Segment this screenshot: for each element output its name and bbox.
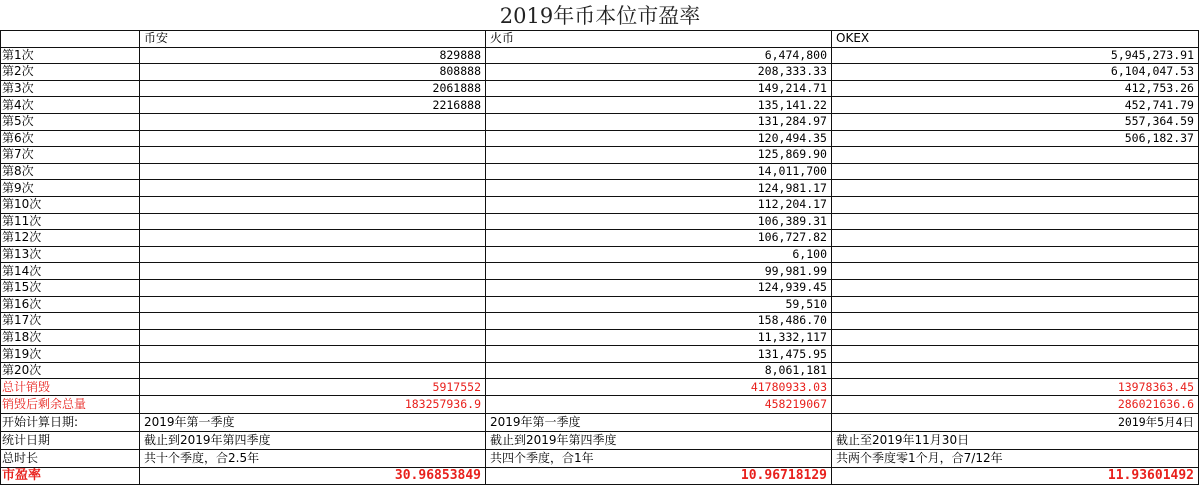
value-cell: 99,981.99 [486,263,832,280]
row-label: 第15次 [1,279,140,296]
value-cell: 131,475.95 [486,346,832,363]
value-cell: 125,869.90 [486,147,832,164]
row-label: 第5次 [1,113,140,130]
value-cell [832,296,1199,313]
value-cell: 149,214.71 [486,80,832,97]
value-cell [140,296,486,313]
burn-row [1,163,1199,180]
value-cell [140,213,486,230]
burn-row [1,213,1199,230]
total-burn-row [1,379,1199,396]
value-cell: 6,104,047.53 [832,64,1199,81]
pe-ratio-row [1,468,1199,485]
value-cell [832,313,1199,330]
value-cell: 2019年第一季度 [486,414,832,432]
row-label: 第8次 [1,163,140,180]
value-cell: 506,182.37 [832,130,1199,147]
value-cell: 6,474,800 [486,47,832,64]
header-row [1,31,1199,48]
value-cell [140,346,486,363]
row-label: 第17次 [1,313,140,330]
header-corner [1,31,140,48]
value-cell: 412,753.26 [832,80,1199,97]
value-cell [832,362,1199,379]
row-label: 开始计算日期: [1,414,140,432]
row-label: 第9次 [1,180,140,197]
burn-row [1,64,1199,81]
burn-row [1,263,1199,280]
value-cell: 8,061,181 [486,362,832,379]
header-okex: OKEX [832,31,1199,48]
burn-row [1,296,1199,313]
value-cell [832,180,1199,197]
stat-date-row [1,432,1199,450]
burn-row [1,246,1199,263]
value-cell: 808888 [140,64,486,81]
burn-row [1,97,1199,114]
burn-row [1,113,1199,130]
value-cell: 452,741.79 [832,97,1199,114]
row-label: 第4次 [1,97,140,114]
burn-row [1,47,1199,64]
row-label: 第1次 [1,47,140,64]
value-cell [140,180,486,197]
value-cell: 158,486.70 [486,313,832,330]
value-cell: 2019年5月4日 [832,414,1199,432]
value-cell [140,163,486,180]
value-cell: 共四个季度，合1年 [486,450,832,468]
row-label: 总时长 [1,450,140,468]
value-cell [832,196,1199,213]
value-cell: 286021636.6 [832,396,1199,414]
value-cell: 2019年第一季度 [140,414,486,432]
value-cell: 829888 [140,47,486,64]
burn-row [1,362,1199,379]
burn-row [1,230,1199,247]
burn-row [1,130,1199,147]
value-cell [140,246,486,263]
row-label: 总计销毁 [1,379,140,396]
value-cell: 5917552 [140,379,486,396]
row-label: 第3次 [1,80,140,97]
value-cell: 124,939.45 [486,279,832,296]
value-cell: 106,389.31 [486,213,832,230]
value-cell [140,196,486,213]
sheet-title: 2019年币本位市盈率 [499,4,701,28]
row-label: 统计日期 [1,432,140,450]
burn-row [1,80,1199,97]
value-cell: 截止到2019年第四季度 [140,432,486,450]
row-label: 第18次 [1,329,140,346]
remaining-row [1,396,1199,414]
value-cell: 106,727.82 [486,230,832,247]
burn-row [1,196,1199,213]
value-cell [832,163,1199,180]
row-label: 第20次 [1,362,140,379]
value-cell [832,213,1199,230]
value-cell: 14,011,700 [486,163,832,180]
value-cell: 共十个季度，合2.5年 [140,450,486,468]
pe-table [0,30,1199,485]
value-cell [832,147,1199,164]
start-date-row [1,414,1199,432]
value-cell [140,329,486,346]
row-label: 第19次 [1,346,140,363]
value-cell [832,279,1199,296]
value-cell [832,263,1199,280]
value-cell [140,113,486,130]
value-cell [140,230,486,247]
value-cell: 131,284.97 [486,113,832,130]
row-label: 第16次 [1,296,140,313]
value-cell [832,329,1199,346]
row-label: 第10次 [1,196,140,213]
row-label: 第6次 [1,130,140,147]
value-cell: 11,332,117 [486,329,832,346]
value-cell [832,230,1199,247]
value-cell [140,313,486,330]
value-cell: 13978363.45 [832,379,1199,396]
value-cell: 183257936.9 [140,396,486,414]
row-label: 第7次 [1,147,140,164]
value-cell: 截止至2019年11月30日 [832,432,1199,450]
value-cell [140,147,486,164]
value-cell: 41780933.03 [486,379,832,396]
row-label: 市盈率 [1,468,140,485]
value-cell [140,263,486,280]
value-cell [140,130,486,147]
value-cell [140,362,486,379]
value-cell: 59,510 [486,296,832,313]
header-huobi: 火币 [486,31,832,48]
value-cell [832,346,1199,363]
value-cell: 2216888 [140,97,486,114]
row-label: 第14次 [1,263,140,280]
burn-row [1,313,1199,330]
value-cell: 截止到2019年第四季度 [486,432,832,450]
row-label: 第11次 [1,213,140,230]
row-label: 销毁后剩余总量 [1,396,140,414]
value-cell: 135,141.22 [486,97,832,114]
value-cell: 112,204.17 [486,196,832,213]
value-cell [140,279,486,296]
row-label: 第13次 [1,246,140,263]
value-cell: 11.93601492 [832,468,1199,485]
value-cell: 458219067 [486,396,832,414]
value-cell [832,246,1199,263]
duration-row [1,450,1199,468]
value-cell: 共两个季度零1个月，合7/12年 [832,450,1199,468]
row-label: 第12次 [1,230,140,247]
value-cell: 208,333.33 [486,64,832,81]
value-cell: 10.96718129 [486,468,832,485]
burn-row [1,279,1199,296]
header-binance: 币安 [140,31,486,48]
value-cell: 5,945,273.91 [832,47,1199,64]
burn-row [1,180,1199,197]
burn-row [1,329,1199,346]
burn-row [1,147,1199,164]
row-label: 第2次 [1,64,140,81]
value-cell: 557,364.59 [832,113,1199,130]
value-cell: 30.96853849 [140,468,486,485]
value-cell: 6,100 [486,246,832,263]
value-cell: 120,494.35 [486,130,832,147]
value-cell: 124,981.17 [486,180,832,197]
value-cell: 2061888 [140,80,486,97]
burn-row [1,346,1199,363]
